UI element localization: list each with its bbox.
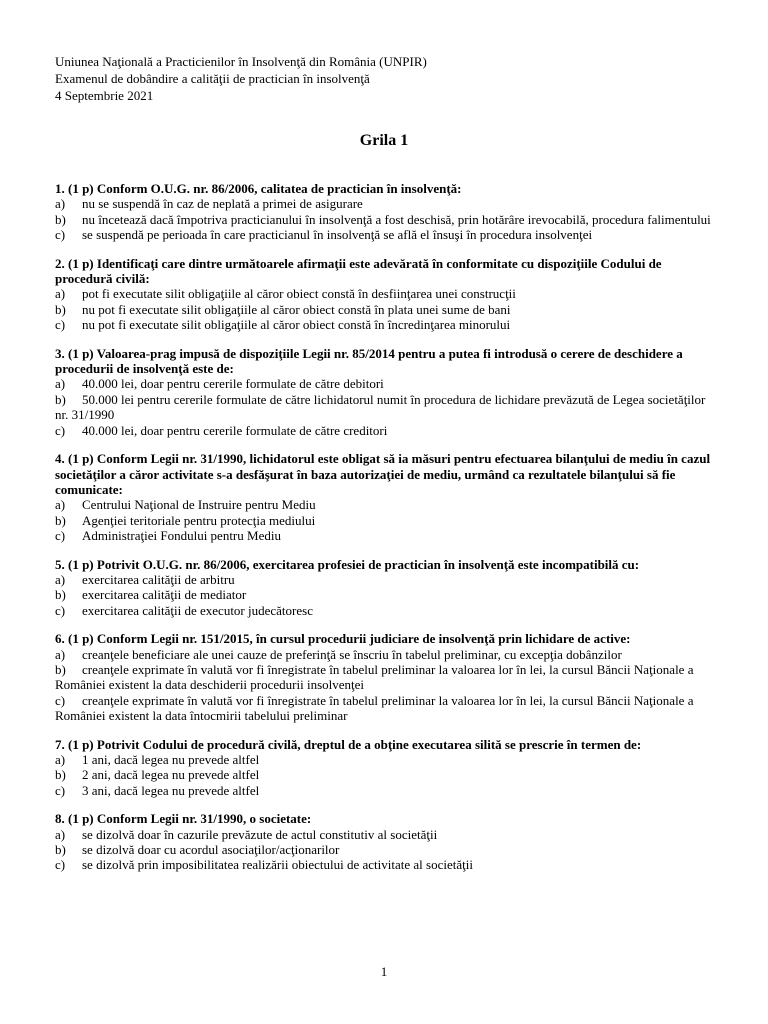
question-6	[55, 631, 715, 723]
header-date: 4 Septembrie 2021	[55, 88, 154, 103]
option-letter: c)	[55, 227, 66, 243]
option-text: pot fi executate silit obligaţiile al căror obiect constă în desfiinţarea unei construcţii	[82, 286, 516, 302]
option-letter: a)	[55, 497, 66, 513]
question-2-text: 2. (1 p) Identificaţi care dintre următoarele afirmaţii este adevărată în conformitate cu dispoziţiile Codului de procedură civilă:	[55, 255, 662, 287]
option-letter: c)	[55, 857, 66, 873]
option-text: creanţele beneficiare ale unei cauze de preferinţă se înscriu în tabelul preliminar, cu excepţia dobânzilor	[82, 646, 622, 662]
option-letter: c)	[55, 692, 66, 708]
question-1-option-a[interactable]	[55, 196, 715, 211]
question-7	[55, 737, 715, 799]
question-7-option-a[interactable]	[55, 752, 715, 767]
option-text: exercitarea calităţii de arbitru	[82, 571, 235, 587]
question-6-option-a[interactable]	[55, 647, 715, 662]
question-4-text: 4. (1 p) Conform Legii nr. 31/1990, lichidatorul este obligat să ia măsuri pentru efectuarea bilanţului de mediu în cazul societăţilor a căror activitate s-a desfăşurat în baza autorizaţiei de mediu, urmând ca rezultatele bilanţului să fie comunicate:	[55, 451, 711, 497]
option-text: se suspendă pe perioada în care practicianul în insolvenţă se află el însuşi în procedura insolvenţei	[82, 227, 593, 243]
option-letter: b)	[55, 211, 66, 227]
option-text: creanţele exprimate în valută vor fi înregistrate în tabelul preliminar la valoarea lor în lei, la cursul Băncii Naţionale a României existent la data deschiderii procedurii insolvenţei	[55, 661, 694, 693]
option-letter: b)	[55, 767, 66, 783]
question-3-option-c[interactable]	[55, 423, 715, 438]
question-3-option-b[interactable]	[55, 392, 715, 423]
header-organization: Uniunea Naţională a Practicienilor în Insolvenţă din România (UNPIR)	[55, 54, 427, 69]
question-2-option-c[interactable]	[55, 317, 715, 332]
option-text: Administraţiei Fondului pentru Mediu	[82, 528, 281, 544]
question-2-option-b[interactable]	[55, 302, 715, 317]
question-4-option-a[interactable]	[55, 497, 715, 512]
question-7-text: 7. (1 p) Potrivit Codului de procedură civilă, dreptul de a obţine executarea silită se prescrie în termen de:	[55, 736, 642, 752]
question-3-text: 3. (1 p) Valoarea-prag impusă de dispoziţiile Legii nr. 85/2014 pentru a putea fi introdusă o cerere de deschidere a procedurii de insolvenţă este de:	[55, 345, 683, 377]
question-1-option-b[interactable]	[55, 212, 715, 227]
question-8-text: 8. (1 p) Conform Legii nr. 31/1990, o societate:	[55, 811, 312, 827]
question-6-text: 6. (1 p) Conform Legii nr. 151/2015, în cursul procedurii judiciare de insolvenţă prin lichidare de active:	[55, 631, 631, 647]
header-exam-name: Examenul de dobândire a calităţii de practician în insolvenţă	[55, 71, 370, 86]
option-letter: c)	[55, 317, 66, 333]
question-4	[55, 451, 715, 543]
question-1	[55, 181, 715, 243]
question-2-option-a[interactable]	[55, 286, 715, 301]
question-6-option-c[interactable]	[55, 693, 715, 724]
option-letter: a)	[55, 196, 66, 212]
option-letter: c)	[55, 422, 66, 438]
question-1-text: 1. (1 p) Conform O.U.G. nr. 86/2006, calitatea de practician în insolvenţă:	[55, 181, 462, 196]
option-text: 2 ani, dacă legea nu prevede altfel	[82, 767, 260, 783]
option-letter: b)	[55, 661, 66, 677]
question-5	[55, 557, 715, 619]
option-letter: c)	[55, 782, 66, 798]
question-3-option-a[interactable]	[55, 376, 715, 391]
question-7-option-b[interactable]	[55, 767, 715, 782]
option-text: exercitarea calităţii de mediator	[82, 587, 247, 603]
option-text: Centrului Naţional de Instruire pentru Mediu	[82, 497, 316, 513]
option-letter: b)	[55, 842, 66, 858]
option-text: creanţele exprimate în valută vor fi înregistrate în tabelul preliminar la valoarea lor în lei, la cursul Băncii Naţionale a României existent la data întocmirii tabelului preliminar	[55, 692, 694, 724]
question-2	[55, 256, 715, 333]
question-5-option-a[interactable]	[55, 572, 715, 587]
option-letter: c)	[55, 602, 66, 618]
option-text: nu încetează dacă împotriva practicianului în insolvenţă a fost deschisă, prin hotărâre irevocabilă, procedura falimentului	[82, 211, 711, 227]
question-list	[55, 181, 715, 886]
question-8	[55, 811, 715, 873]
option-text: se dizolvă prin imposibilitatea realizării obiectului de activitate al societăţii	[82, 857, 473, 873]
option-letter: b)	[55, 587, 66, 603]
question-4-option-c[interactable]	[55, 528, 715, 543]
option-text: exercitarea calităţii de executor judecătoresc	[82, 602, 313, 618]
question-7-option-c[interactable]	[55, 783, 715, 798]
option-text: Agenţiei teritoriale pentru protecţia mediului	[82, 512, 316, 528]
option-letter: a)	[55, 376, 66, 392]
option-text: se dizolvă doar cu acordul asociaţilor/acţionarilor	[82, 842, 340, 858]
question-8-option-c[interactable]	[55, 857, 715, 872]
question-5-text: 5. (1 p) Potrivit O.U.G. nr. 86/2006, exercitarea profesiei de practician în insolvenţă este incompatibilă cu:	[55, 556, 640, 572]
option-letter: b)	[55, 391, 66, 407]
option-text: 3 ani, dacă legea nu prevede altfel	[82, 782, 260, 798]
question-8-option-b[interactable]	[55, 842, 715, 857]
question-5-option-b[interactable]	[55, 587, 715, 602]
option-text: se dizolvă doar în cazurile prevăzute de actul constitutiv al societăţii	[82, 826, 438, 842]
option-letter: a)	[55, 826, 66, 842]
option-letter: b)	[55, 512, 66, 528]
option-letter: a)	[55, 646, 66, 662]
page-title: Grila 1	[359, 132, 409, 149]
page-number: 1	[380, 964, 388, 979]
option-text: 40.000 lei, doar pentru cererile formulate de către debitori	[82, 376, 384, 392]
question-4-option-b[interactable]	[55, 513, 715, 528]
document-header	[55, 54, 715, 105]
question-1-option-c[interactable]	[55, 227, 715, 242]
option-text: nu pot fi executate silit obligaţiile al căror obiect constă în încredinţarea minorului	[82, 317, 511, 333]
question-5-option-c[interactable]	[55, 603, 715, 618]
option-letter: a)	[55, 571, 66, 587]
question-3	[55, 346, 715, 438]
option-text: 40.000 lei, doar pentru cererile formulate de către creditori	[82, 422, 388, 438]
question-8-option-a[interactable]	[55, 827, 715, 842]
option-letter: a)	[55, 752, 66, 767]
option-text: nu pot fi executate silit obligaţiile al căror obiect constă în plata unei sume de bani	[82, 301, 511, 317]
question-6-option-b[interactable]	[55, 662, 715, 693]
option-letter: c)	[55, 528, 66, 544]
option-text: nu se suspendă în caz de neplată a primei de asigurare	[82, 196, 363, 212]
option-letter: b)	[55, 301, 66, 317]
option-text: 50.000 lei pentru cererile formulate de către lichidatorul numit în procedura de lichidare prevăzută de Legea societăţilor nr. 31/1990	[55, 391, 706, 423]
option-text: 1 ani, dacă legea nu prevede altfel	[82, 752, 260, 767]
option-letter: a)	[55, 286, 66, 302]
